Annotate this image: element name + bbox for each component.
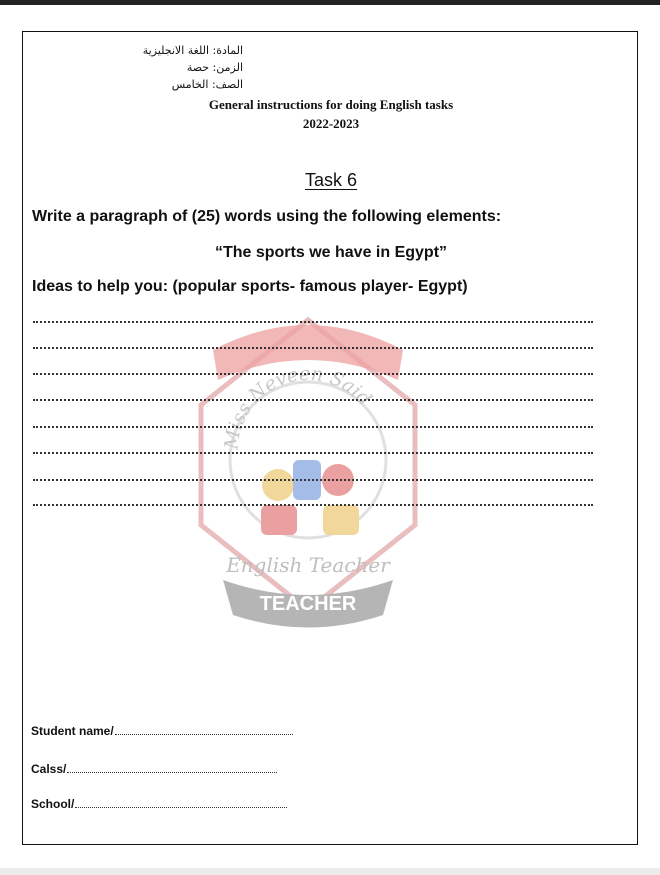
- writing-line: [33, 452, 593, 454]
- time-label: الزمن: حصة: [186, 61, 243, 74]
- writing-line: [33, 399, 593, 401]
- student-name-blank: [115, 734, 293, 735]
- student-name-label: Student name/: [31, 724, 114, 738]
- subject-label: المادة: اللغة الانجليزية: [142, 44, 243, 57]
- worksheet-page: [22, 31, 638, 845]
- task-topic: “The sports we have in Egypt”: [214, 244, 448, 261]
- class-label: Calss/: [31, 762, 67, 776]
- watermark-arc-text: Miss Neveen Said: [220, 362, 376, 451]
- writing-line: [33, 479, 593, 481]
- school-label: School/: [31, 797, 75, 811]
- writing-line: [33, 321, 593, 323]
- class-field: [31, 762, 277, 776]
- student-name-field: [31, 724, 293, 738]
- writing-line: [33, 347, 593, 349]
- watermark-banner-text: TEACHER: [259, 593, 357, 615]
- task-title: Task 6: [304, 170, 358, 190]
- watermark-script-text: English Teacher: [226, 553, 390, 577]
- svg-text:Miss Neveen Said: [220, 363, 375, 452]
- top-border: [0, 0, 660, 5]
- document-title: General instructions for doing English tasks: [208, 97, 454, 112]
- writing-line: [33, 373, 593, 375]
- task-instruction: Write a paragraph of (25) words using the following elements:: [32, 208, 502, 225]
- school-field: [31, 797, 287, 811]
- bottom-border: [0, 868, 660, 875]
- teacher-logo-watermark: [183, 310, 433, 640]
- school-blank: [75, 807, 287, 808]
- class-blank: [67, 772, 277, 773]
- writing-line: [33, 504, 593, 506]
- academic-year: 2022-2023: [302, 116, 360, 131]
- writing-line: [33, 426, 593, 428]
- grade-label: الصف: الخامس: [171, 78, 243, 91]
- task-ideas: Ideas to help you: (popular sports- famous player- Egypt): [32, 278, 468, 295]
